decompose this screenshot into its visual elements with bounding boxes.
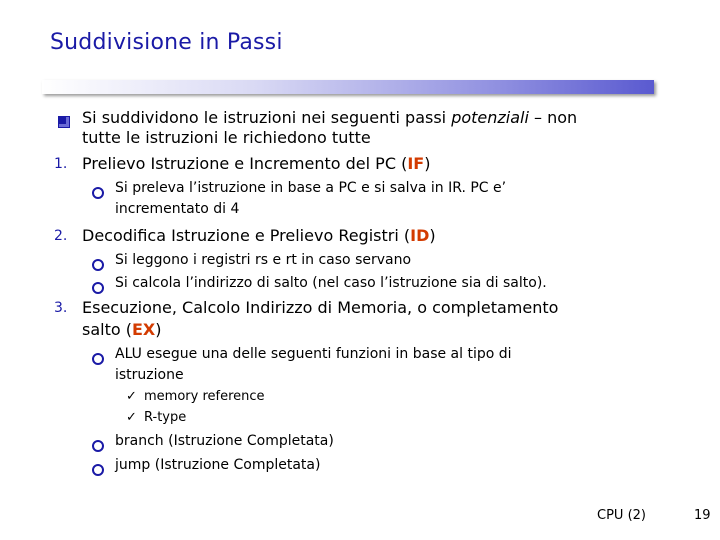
circle-bullet-icon — [92, 279, 104, 298]
step-number: 1. — [54, 156, 68, 172]
step-3-jump: jump (Istruzione Completata) — [115, 457, 321, 473]
circle-bullet-icon — [92, 184, 104, 203]
step-1-sub-line-1: Si preleva l’istruzione in base a PC e si salva in IR. PC e’ — [115, 180, 507, 196]
circle-bullet-icon — [92, 350, 104, 369]
step-1-close: ) — [424, 154, 431, 173]
step-2-label: Decodifica Istruzione e Prelievo Registri ( — [82, 226, 411, 245]
title-underline-bar — [42, 80, 654, 94]
step-3-sub-line-1: ALU esegue una delle seguenti funzioni in base al tipo di — [115, 346, 512, 362]
check-icon: ✓ — [126, 389, 137, 404]
step-number: 3. — [54, 300, 68, 316]
step-3-heading-line-1: Esecuzione, Calcolo Indirizzo di Memoria, o completamento — [82, 298, 559, 317]
step-3-sub-line-2: istruzione — [115, 367, 184, 383]
square-bullet-icon — [58, 113, 70, 132]
step-2-code: ID — [410, 226, 430, 245]
slide-title: Suddivisione in Passi — [50, 30, 283, 55]
check-item: memory reference — [144, 389, 265, 404]
intro-text-a: Si suddividono le istruzioni nei seguenti passi — [82, 108, 452, 127]
intro-text-emphasis: potenziali — [451, 108, 529, 127]
step-3-close: ) — [155, 320, 162, 339]
circle-bullet-icon — [92, 256, 104, 275]
intro-line-1 — [82, 108, 577, 127]
circle-bullet-icon — [92, 461, 104, 480]
page-number: 19 — [694, 508, 711, 523]
intro-text-b: – non — [528, 108, 578, 127]
step-2-heading — [82, 226, 436, 245]
step-1-heading — [82, 154, 430, 173]
check-item: R-type — [144, 410, 187, 425]
step-2-sub-2: Si calcola l’indirizzo di salto (nel caso l’istruzione sia di salto). — [115, 275, 547, 291]
step-2-sub-1: Si leggono i registri rs e rt in caso servano — [115, 252, 412, 268]
step-2-close: ) — [429, 226, 436, 245]
step-3-heading-line-2 — [82, 320, 162, 339]
step-3-code: EX — [131, 320, 156, 339]
footer-label: CPU (2) — [597, 508, 646, 523]
step-3-label: salto ( — [82, 320, 132, 339]
step-1-sub-line-2: incrementato di 4 — [115, 201, 240, 217]
step-1-label: Prelievo Istruzione e Incremento del PC ( — [82, 154, 408, 173]
step-3-branch: branch (Istruzione Completata) — [115, 433, 334, 449]
step-1-code: IF — [407, 154, 425, 173]
intro-line-2: tutte le istruzioni le richiedono tutte — [82, 128, 371, 147]
check-icon: ✓ — [126, 410, 137, 425]
step-number: 2. — [54, 228, 68, 244]
circle-bullet-icon — [92, 437, 104, 456]
